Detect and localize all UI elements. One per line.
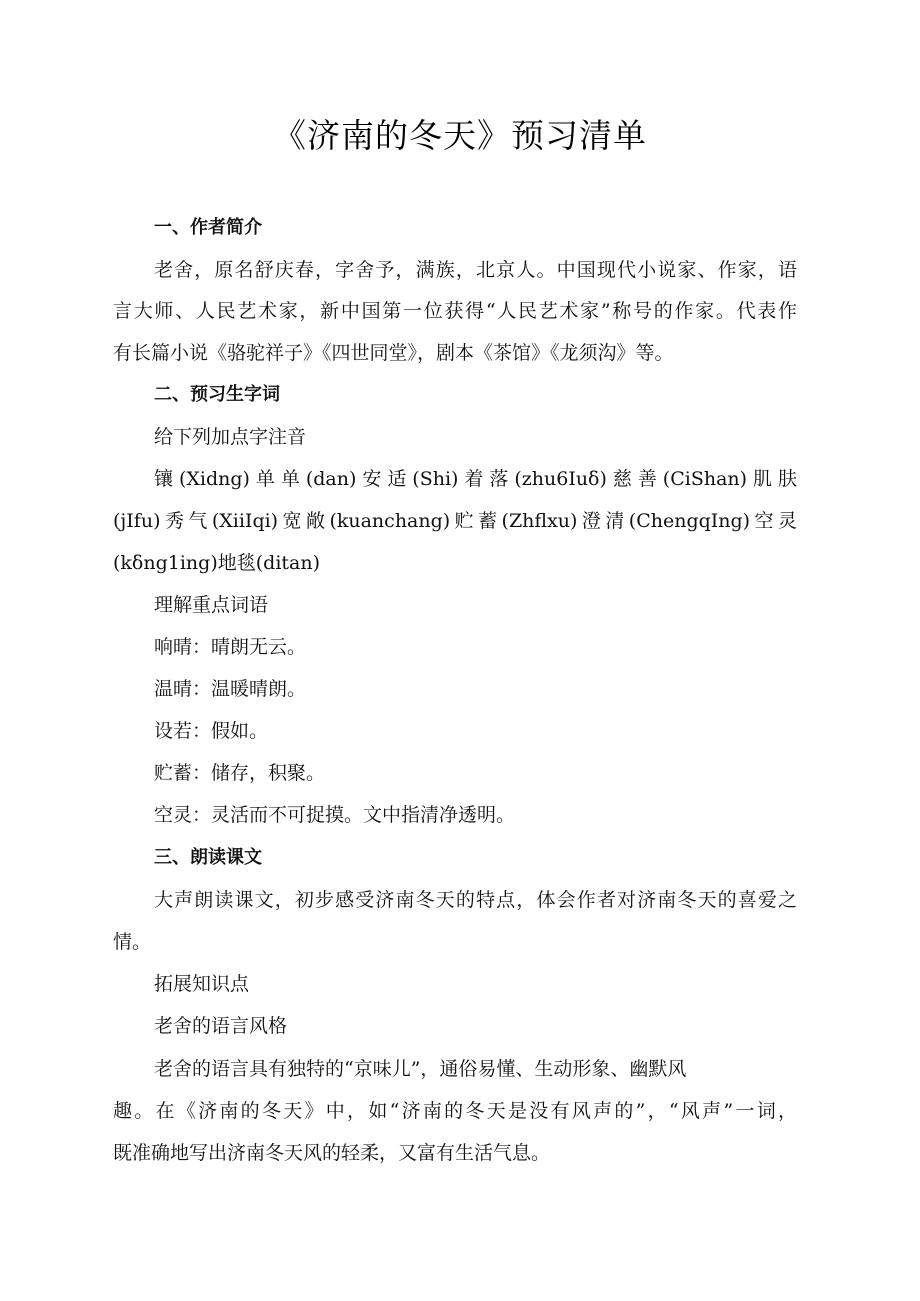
pinyin-line: (jIfu)秀气(XiiIqi)宽敞(kuanchang)贮蓄(Zhflxu)澄清(ChengqIng)空灵 <box>113 510 797 532</box>
pinyin-line: 镶(Xidng)单单(dan)安适(Shi)着落(zhu6Iuδ)慈善(CiShan)肌肤 <box>154 468 797 490</box>
vocab-item: 温晴：温暖晴朗。 <box>154 678 307 700</box>
vocab-item: 贮蓄：储存，积聚。 <box>154 762 326 784</box>
paragraph-line: 趣。在《济南的冬天》中，如“济南的冬天是没有风声的”，“风声”一词， <box>113 1100 797 1122</box>
vocab-item: 设若：假如。 <box>154 720 269 742</box>
vocab-item: 响晴：晴朗无云。 <box>154 636 307 658</box>
paragraph-line: 言大师、人民艺术家，新中国第一位获得“人民艺术家”称号的作家。代表作 <box>113 300 797 322</box>
pinyin-line: (kδng1ing)地毯(ditan) <box>113 552 321 574</box>
subheading: 理解重点词语 <box>154 594 269 616</box>
section-heading-vocab: 二、预习生字词 <box>154 384 280 405</box>
subheading: 拓展知识点 <box>154 973 250 995</box>
paragraph-line: 老舍的语言具有独特的“京味儿”，通俗易懂、生动形象、幽默风 <box>154 1058 687 1080</box>
paragraph-line: 有长篇小说《骆驼祥子》《四世同堂》，剧本《茶馆》《龙须沟》等。 <box>113 342 674 364</box>
page-title: 《济南的冬天》预习清单 <box>273 116 647 155</box>
paragraph-line: 大声朗读课文，初步感受济南冬天的特点，体会作者对济南冬天的喜爱之 <box>154 889 797 911</box>
paragraph-line: 老舍，原名舒庆春，字舍予，满族，北京人。中国现代小说家、作家，语 <box>154 259 797 281</box>
subheading: 给下列加点字注音 <box>154 426 307 448</box>
subheading: 老舍的语言风格 <box>154 1015 288 1037</box>
paragraph-line: 既准确地写出济南冬天风的轻柔，又富有生活气息。 <box>113 1142 551 1164</box>
vocab-item: 空灵：灵活而不可捉摸。文中指清净透明。 <box>154 804 516 826</box>
section-heading-reading: 三、朗读课文 <box>154 847 262 868</box>
paragraph-line: 情。 <box>113 931 152 953</box>
section-heading-author: 一、作者简介 <box>154 217 262 238</box>
